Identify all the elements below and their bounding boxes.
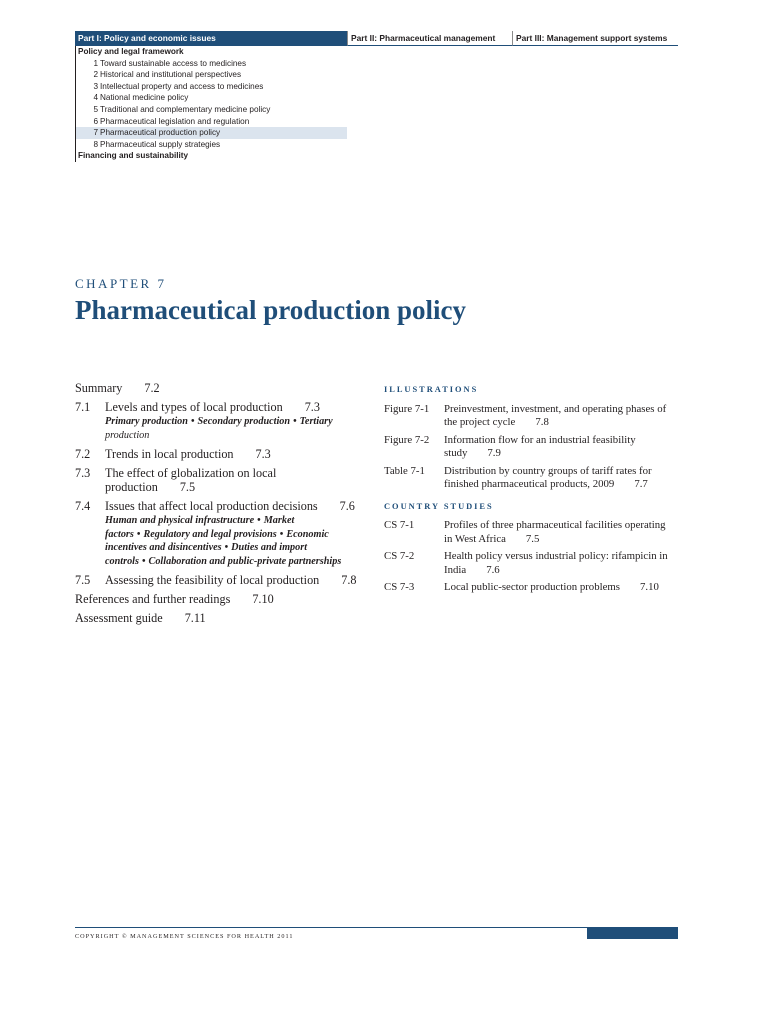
bullet-icon: • <box>141 555 146 567</box>
item-label: CS 7-3 <box>384 581 415 593</box>
tab-part-1[interactable]: Part I: Policy and economic issues <box>75 31 347 46</box>
chapter-item-label: Traditional and complementary medicine policy <box>100 104 271 114</box>
country-study-item[interactable] <box>384 581 679 595</box>
subtopic: Human and physical infrastructure <box>105 515 255 526</box>
subtopic: Secondary production <box>197 416 291 427</box>
page-number: 7.5 <box>525 532 540 545</box>
section-financing[interactable]: Financing and sustainability <box>78 151 189 161</box>
chapter-number: 7 <box>93 128 98 138</box>
contents-label: Trends in local production <box>105 447 234 461</box>
item-text: Information flow for an industrial feasibility <box>444 433 636 446</box>
subtopic: Tertiary <box>299 416 333 427</box>
contents-section-7-1[interactable] <box>75 400 365 442</box>
contents-label: The effect of globalization on local <box>105 466 277 480</box>
illustrations-heading: ILLUSTRATIONS <box>384 385 479 394</box>
item-label: CS 7-1 <box>384 519 415 531</box>
footer-accent-block <box>587 928 678 939</box>
chapter-number: 3 <box>93 81 98 91</box>
part-navigation <box>75 31 678 162</box>
chapter-title: Pharmaceutical production policy <box>75 295 466 325</box>
item-text: Preinvestment, investment, and operating phases of <box>444 402 667 415</box>
part-tabs <box>75 31 678 46</box>
section-number: 7.3 <box>75 466 91 480</box>
chapter-item-6[interactable] <box>76 116 347 128</box>
contents-label: Assessment guide <box>75 611 163 625</box>
illustration-item[interactable] <box>384 403 679 430</box>
chapter-item-4[interactable] <box>76 92 347 104</box>
subtopic: production <box>105 429 150 441</box>
chapter-number: 6 <box>93 116 98 126</box>
illustrations-and-studies <box>384 383 679 599</box>
contents-label: Summary <box>75 381 123 395</box>
copyright-notice: COPYRIGHT © MANAGEMENT SCIENCES FOR HEALTH 2011 <box>75 933 294 940</box>
chapter-item-5[interactable] <box>76 104 347 116</box>
section-subtopics <box>105 415 365 442</box>
bullet-icon: • <box>136 528 141 540</box>
item-text-cont: the project cycle <box>444 416 516 428</box>
item-text: Health policy versus industrial policy: rifampicin in <box>444 550 668 562</box>
chapter-item-label: National medicine policy <box>100 93 189 103</box>
page-number: 7.3 <box>304 400 320 414</box>
subtopic: Market <box>263 515 295 526</box>
contents-label: Levels and types of local production <box>105 400 283 414</box>
chapter-number: 2 <box>93 70 98 80</box>
page-number: 7.2 <box>144 381 160 395</box>
contents-label: Assessing the feasibility of local production <box>105 573 320 587</box>
item-text-cont: study <box>444 447 468 459</box>
bullet-icon: • <box>224 542 229 553</box>
item-text: Local public-sector production problems <box>444 581 620 593</box>
section-number: 7.2 <box>75 447 91 461</box>
subtopic: Economic <box>286 528 329 540</box>
chapter-label: CHAPTER 7 <box>75 276 167 291</box>
chapter-item-8[interactable] <box>76 139 347 151</box>
bullet-icon: • <box>279 528 284 540</box>
section-policy-legal[interactable]: Policy and legal framework <box>78 47 184 56</box>
page-number: 7.6 <box>339 499 355 513</box>
contents-summary[interactable] <box>75 381 365 395</box>
page-number: 7.10 <box>252 592 274 606</box>
item-text: Profiles of three pharmaceutical facilities operating <box>444 519 666 531</box>
contents-label: References and further readings <box>75 592 231 606</box>
item-text-cont: finished pharmaceutical products, 2009 <box>444 478 615 490</box>
subtopic: Primary production <box>105 416 188 427</box>
subtopic: factors <box>105 528 134 540</box>
tab-part-3[interactable]: Part III: Management support systems <box>512 31 678 46</box>
contents-assessment-guide[interactable] <box>75 611 365 625</box>
page-number: 7.8 <box>341 573 357 587</box>
chapter-item-2[interactable] <box>76 69 347 81</box>
item-label: Figure 7-1 <box>384 402 430 415</box>
chapter-item-label: Intellectual property and access to medicines <box>100 81 264 91</box>
item-label: Table 7-1 <box>384 464 425 477</box>
subtopic: Duties and import <box>231 542 308 553</box>
country-studies-heading: COUNTRY STUDIES <box>384 501 494 511</box>
page-number: 7.3 <box>255 447 271 461</box>
contents-label-cont: production <box>105 480 158 494</box>
page-number: 7.7 <box>634 478 648 490</box>
bullet-icon: • <box>257 515 261 526</box>
contents-section-7-2[interactable] <box>75 447 365 461</box>
contents-references[interactable] <box>75 592 365 606</box>
contents-section-7-5[interactable] <box>75 573 365 587</box>
subtopic: Regulatory and legal provisions <box>143 528 277 540</box>
chapter-number: 4 <box>93 93 98 103</box>
chapter-item-1[interactable] <box>76 58 347 70</box>
chapter-item-label: Toward sustainable access to medicines <box>100 58 247 68</box>
subtopic: controls <box>105 555 139 567</box>
chapter-contents <box>75 381 365 630</box>
contents-section-7-4[interactable] <box>75 499 365 568</box>
contents-section-7-3[interactable] <box>75 466 365 494</box>
chapter-item-label: Pharmaceutical supply strategies <box>100 139 221 149</box>
country-study-item[interactable] <box>384 519 679 546</box>
section-subtopics <box>105 514 365 568</box>
subtopic: Collaboration and public-private partnerships <box>148 555 342 567</box>
section-number: 7.1 <box>75 400 91 414</box>
bullet-icon: • <box>293 416 297 427</box>
country-study-item[interactable] <box>384 550 679 577</box>
item-text-cont: India <box>444 563 467 576</box>
chapter-list <box>75 46 347 162</box>
bullet-icon: • <box>190 416 195 427</box>
page-number: 7.5 <box>179 480 196 494</box>
page-number: 7.6 <box>486 563 500 576</box>
contents-label: Issues that affect local production decisions <box>105 499 318 513</box>
chapter-item-3[interactable] <box>76 81 347 93</box>
illustration-item[interactable] <box>384 465 679 492</box>
item-text: Distribution by country groups of tariff rates for <box>444 464 652 477</box>
section-number: 7.5 <box>75 573 91 587</box>
item-label: CS 7-2 <box>384 550 415 562</box>
chapter-item-label: Pharmaceutical legislation and regulation <box>100 116 250 126</box>
chapter-number: 8 <box>93 139 98 149</box>
item-text-cont: in West Africa <box>444 532 506 545</box>
page-number: 7.8 <box>535 416 549 428</box>
chapter-number: 5 <box>93 104 98 114</box>
item-label: Figure 7-2 <box>384 433 430 446</box>
subtopic: incentives and disincentives <box>105 542 222 553</box>
illustration-item[interactable] <box>384 434 679 461</box>
page-number: 7.11 <box>184 611 206 625</box>
page-number: 7.10 <box>640 581 659 593</box>
chapter-number: 1 <box>93 58 98 68</box>
chapter-item-label: Historical and institutional perspectives <box>100 70 242 80</box>
chapter-item-7-current[interactable] <box>76 127 347 139</box>
tab-part-2[interactable]: Part II: Pharmaceutical management <box>347 31 512 46</box>
section-number: 7.4 <box>75 499 91 513</box>
chapter-item-label: Pharmaceutical production policy <box>100 128 221 138</box>
page-number: 7.9 <box>487 447 501 459</box>
